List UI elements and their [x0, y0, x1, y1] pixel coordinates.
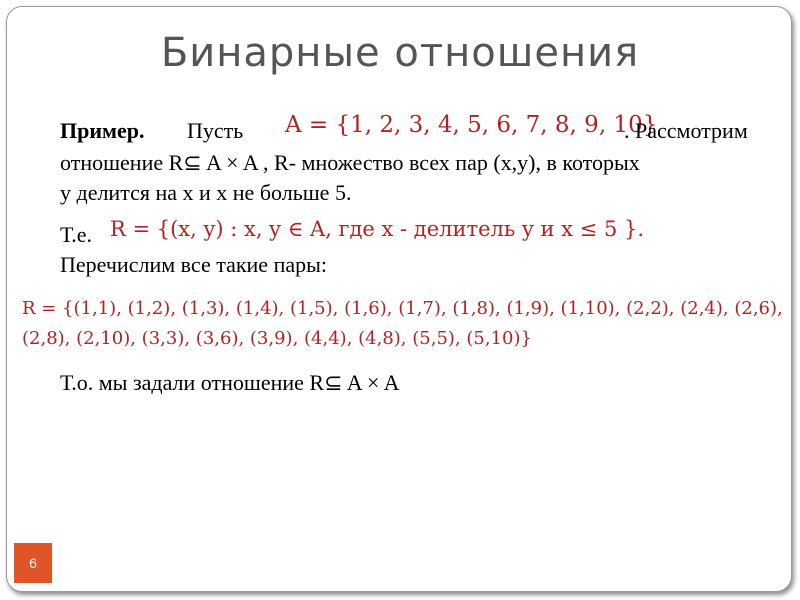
relation-line: отношение R⊆ A × A , R- множество всех пар (x,y), в которых — [60, 150, 640, 175]
let-word: Пусть — [187, 118, 244, 143]
conclusion-line: Т.о. мы задали отношение R⊆ A × A — [60, 370, 400, 395]
slide-title: Бинарные отношения — [160, 30, 640, 76]
pairs-line-2: (2,8), (2,10), (3,3), (3,6), (3,9), (4,4), (4,8), (5,5), (5,10)} — [22, 328, 532, 349]
pairs-line-1: R = {(1,1), (1,2), (1,3), (1,4), (1,5), (1,6), (1,7), (1,8), (1,9), (1,10), (2,2), (2,4), (2,6), — [22, 298, 783, 319]
ie-label: Т.е. — [60, 222, 93, 247]
condition-line: у делится на x и x не больше 5. — [60, 180, 352, 205]
slide-number-badge: 6 — [14, 543, 52, 583]
example-label: Пример. — [60, 118, 145, 143]
set-a-formula: A = {1, 2, 3, 4, 5, 6, 7, 8, 9, 10} — [285, 112, 658, 138]
r-definition-formula: R = {(x, y) : x, y ∈ A, где x - делитель y и x ≤ 5 }. — [110, 217, 645, 241]
line1-tail: . Рассмотрим — [624, 118, 748, 143]
list-intro: Перечислим все такие пары: — [60, 252, 328, 277]
